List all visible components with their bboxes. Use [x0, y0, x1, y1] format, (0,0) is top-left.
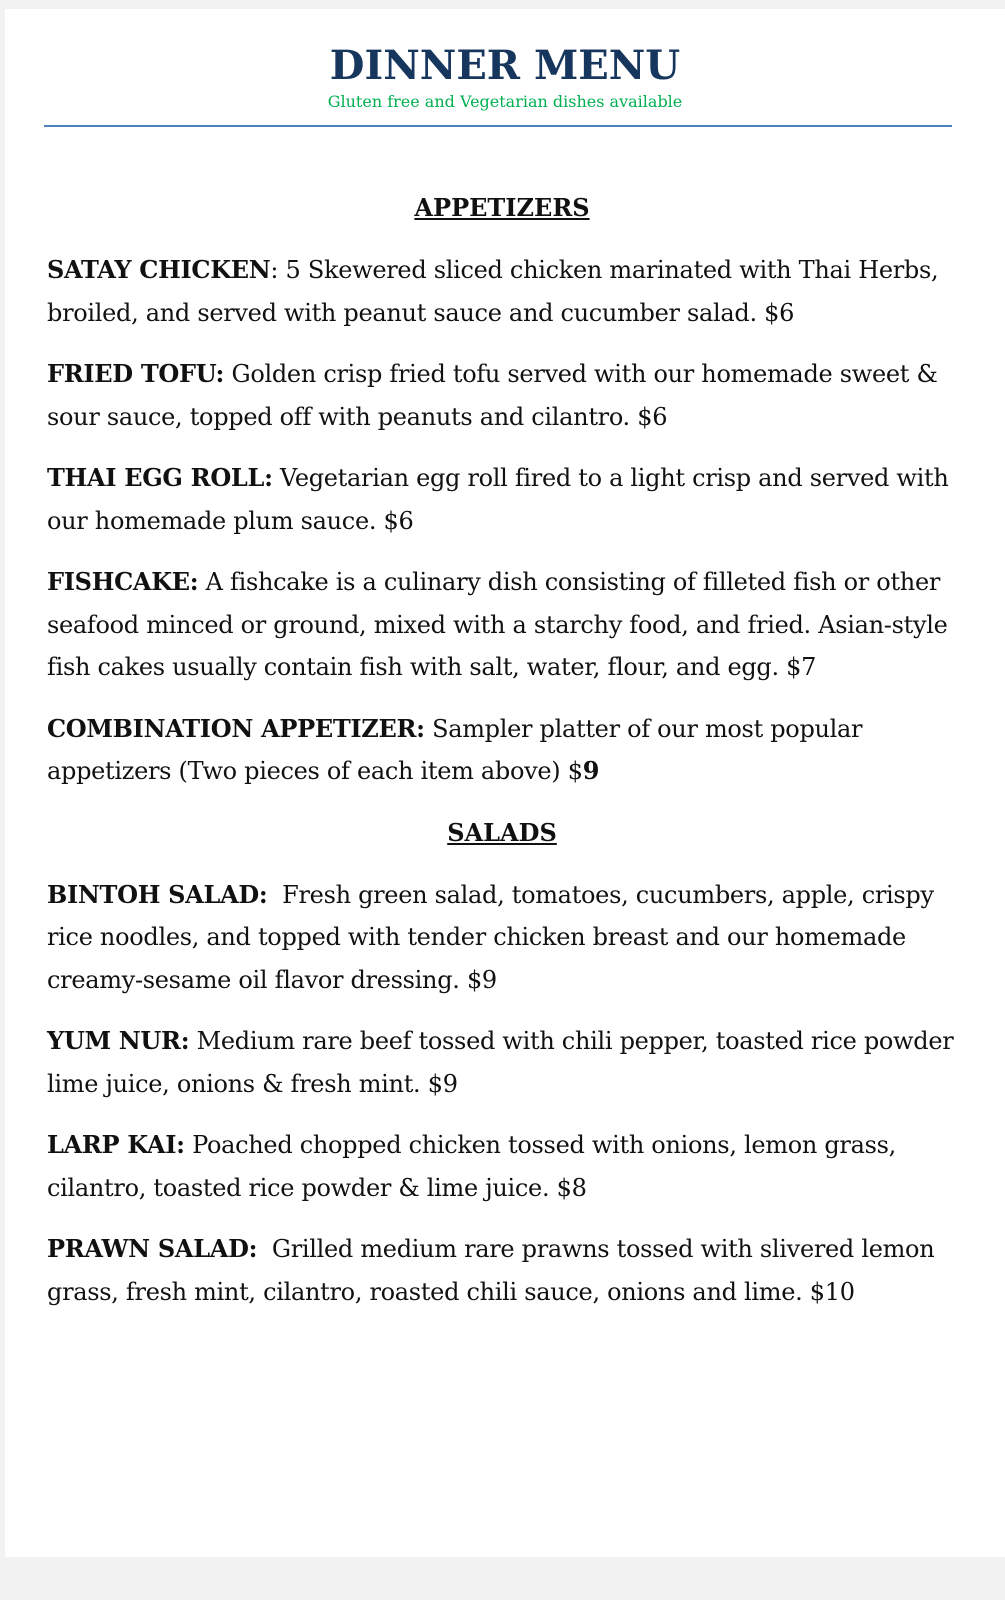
- item-name: FISHCAKE:: [47, 567, 199, 596]
- section-title-salads: SALADS: [447, 817, 557, 847]
- item-name: FRIED TOFU:: [47, 359, 225, 388]
- item-name: LARP KAI:: [47, 1130, 185, 1159]
- item-separator: [273, 464, 280, 492]
- menu-item-yum-nur: [47, 1020, 957, 1105]
- price-prefix: $: [567, 757, 583, 785]
- item-name: COMBINATION APPETIZER:: [47, 713, 425, 743]
- item-description: Grilled medium rare prawns tossed with slivered lemon grass, fresh mint, cilantro, roasted chili sauce, onions and lime.: [47, 1235, 935, 1306]
- item-description: Sampler platter of our most popular appetizers (Two pieces of each item above): [47, 714, 863, 785]
- item-separator: [425, 715, 432, 743]
- item-separator: [267, 881, 282, 909]
- menu-content: [47, 187, 957, 1332]
- menu-item-satay-chicken: [47, 249, 957, 334]
- header-divider: [44, 125, 952, 127]
- item-price: $7: [786, 653, 817, 681]
- item-price: $6: [383, 506, 414, 535]
- item-price: [568, 757, 599, 785]
- menu-page: [5, 9, 1005, 1557]
- menu-item-bintoh-salad: [47, 874, 957, 1002]
- menu-item-larp-kai: [47, 1124, 957, 1209]
- item-description: 5 Skewered sliced chicken marinated with Thai Herbs, broiled, and served with peanut sauce and cucumber salad.: [47, 256, 939, 327]
- menu-header: [5, 9, 1005, 113]
- item-description: A fishcake is a culinary dish consisting of filleted fish or other seafood minced or ground, mixed with a starchy food, and fried. Asian-style fish cakes usually contain fish with salt, water, flour, and egg.: [47, 568, 948, 681]
- item-description: Vegetarian egg roll fired to a light crisp and served with our homemade plum sauce.: [47, 464, 949, 535]
- item-separator: [185, 1131, 192, 1159]
- item-separator: [189, 1027, 196, 1055]
- item-name: SATAY CHICKEN: [47, 255, 271, 284]
- item-price: $8: [556, 1173, 587, 1202]
- item-separator: [257, 1235, 272, 1263]
- item-name: YUM NUR:: [47, 1026, 190, 1055]
- item-price: $6: [637, 402, 668, 431]
- dietary-note: Gluten free and Vegetarian dishes available: [327, 92, 683, 111]
- menu-item-prawn-salad: [47, 1228, 957, 1313]
- item-description: Medium rare beef tossed with chili pepper, toasted rice powder lime juice, onions & fresh mint.: [47, 1027, 954, 1098]
- item-price: $10: [809, 1277, 855, 1306]
- item-name: PRAWN SALAD:: [47, 1234, 258, 1263]
- item-separator: [198, 568, 205, 596]
- menu-item-thai-egg-roll: [47, 457, 957, 542]
- item-price: $9: [466, 965, 497, 994]
- item-name: BINTOH SALAD:: [47, 879, 268, 909]
- item-separator: :: [270, 256, 286, 284]
- menu-item-fried-tofu: [47, 353, 957, 438]
- page-title: DINNER MENU: [329, 42, 681, 89]
- item-price: $6: [764, 298, 795, 327]
- item-description: Poached chopped chicken tossed with onions, lemon grass, cilantro, toasted rice powder & lime juice.: [47, 1131, 896, 1202]
- menu-item-combination-appetizer: [47, 708, 957, 793]
- price-value: 9: [582, 756, 600, 785]
- item-name: THAI EGG ROLL:: [47, 463, 273, 492]
- item-description: Golden crisp fried tofu served with our homemade sweet & sour sauce, topped off with peanuts and cilantro.: [47, 360, 938, 431]
- section-title-appetizers: APPETIZERS: [414, 193, 590, 222]
- menu-item-fishcake: [47, 561, 957, 689]
- item-description: Fresh green salad, tomatoes, cucumbers, apple, crispy rice noodles, and topped with tender chicken breast and our homemade creamy-sesame oil flavor dressing.: [47, 880, 934, 994]
- item-price: $9: [427, 1069, 458, 1098]
